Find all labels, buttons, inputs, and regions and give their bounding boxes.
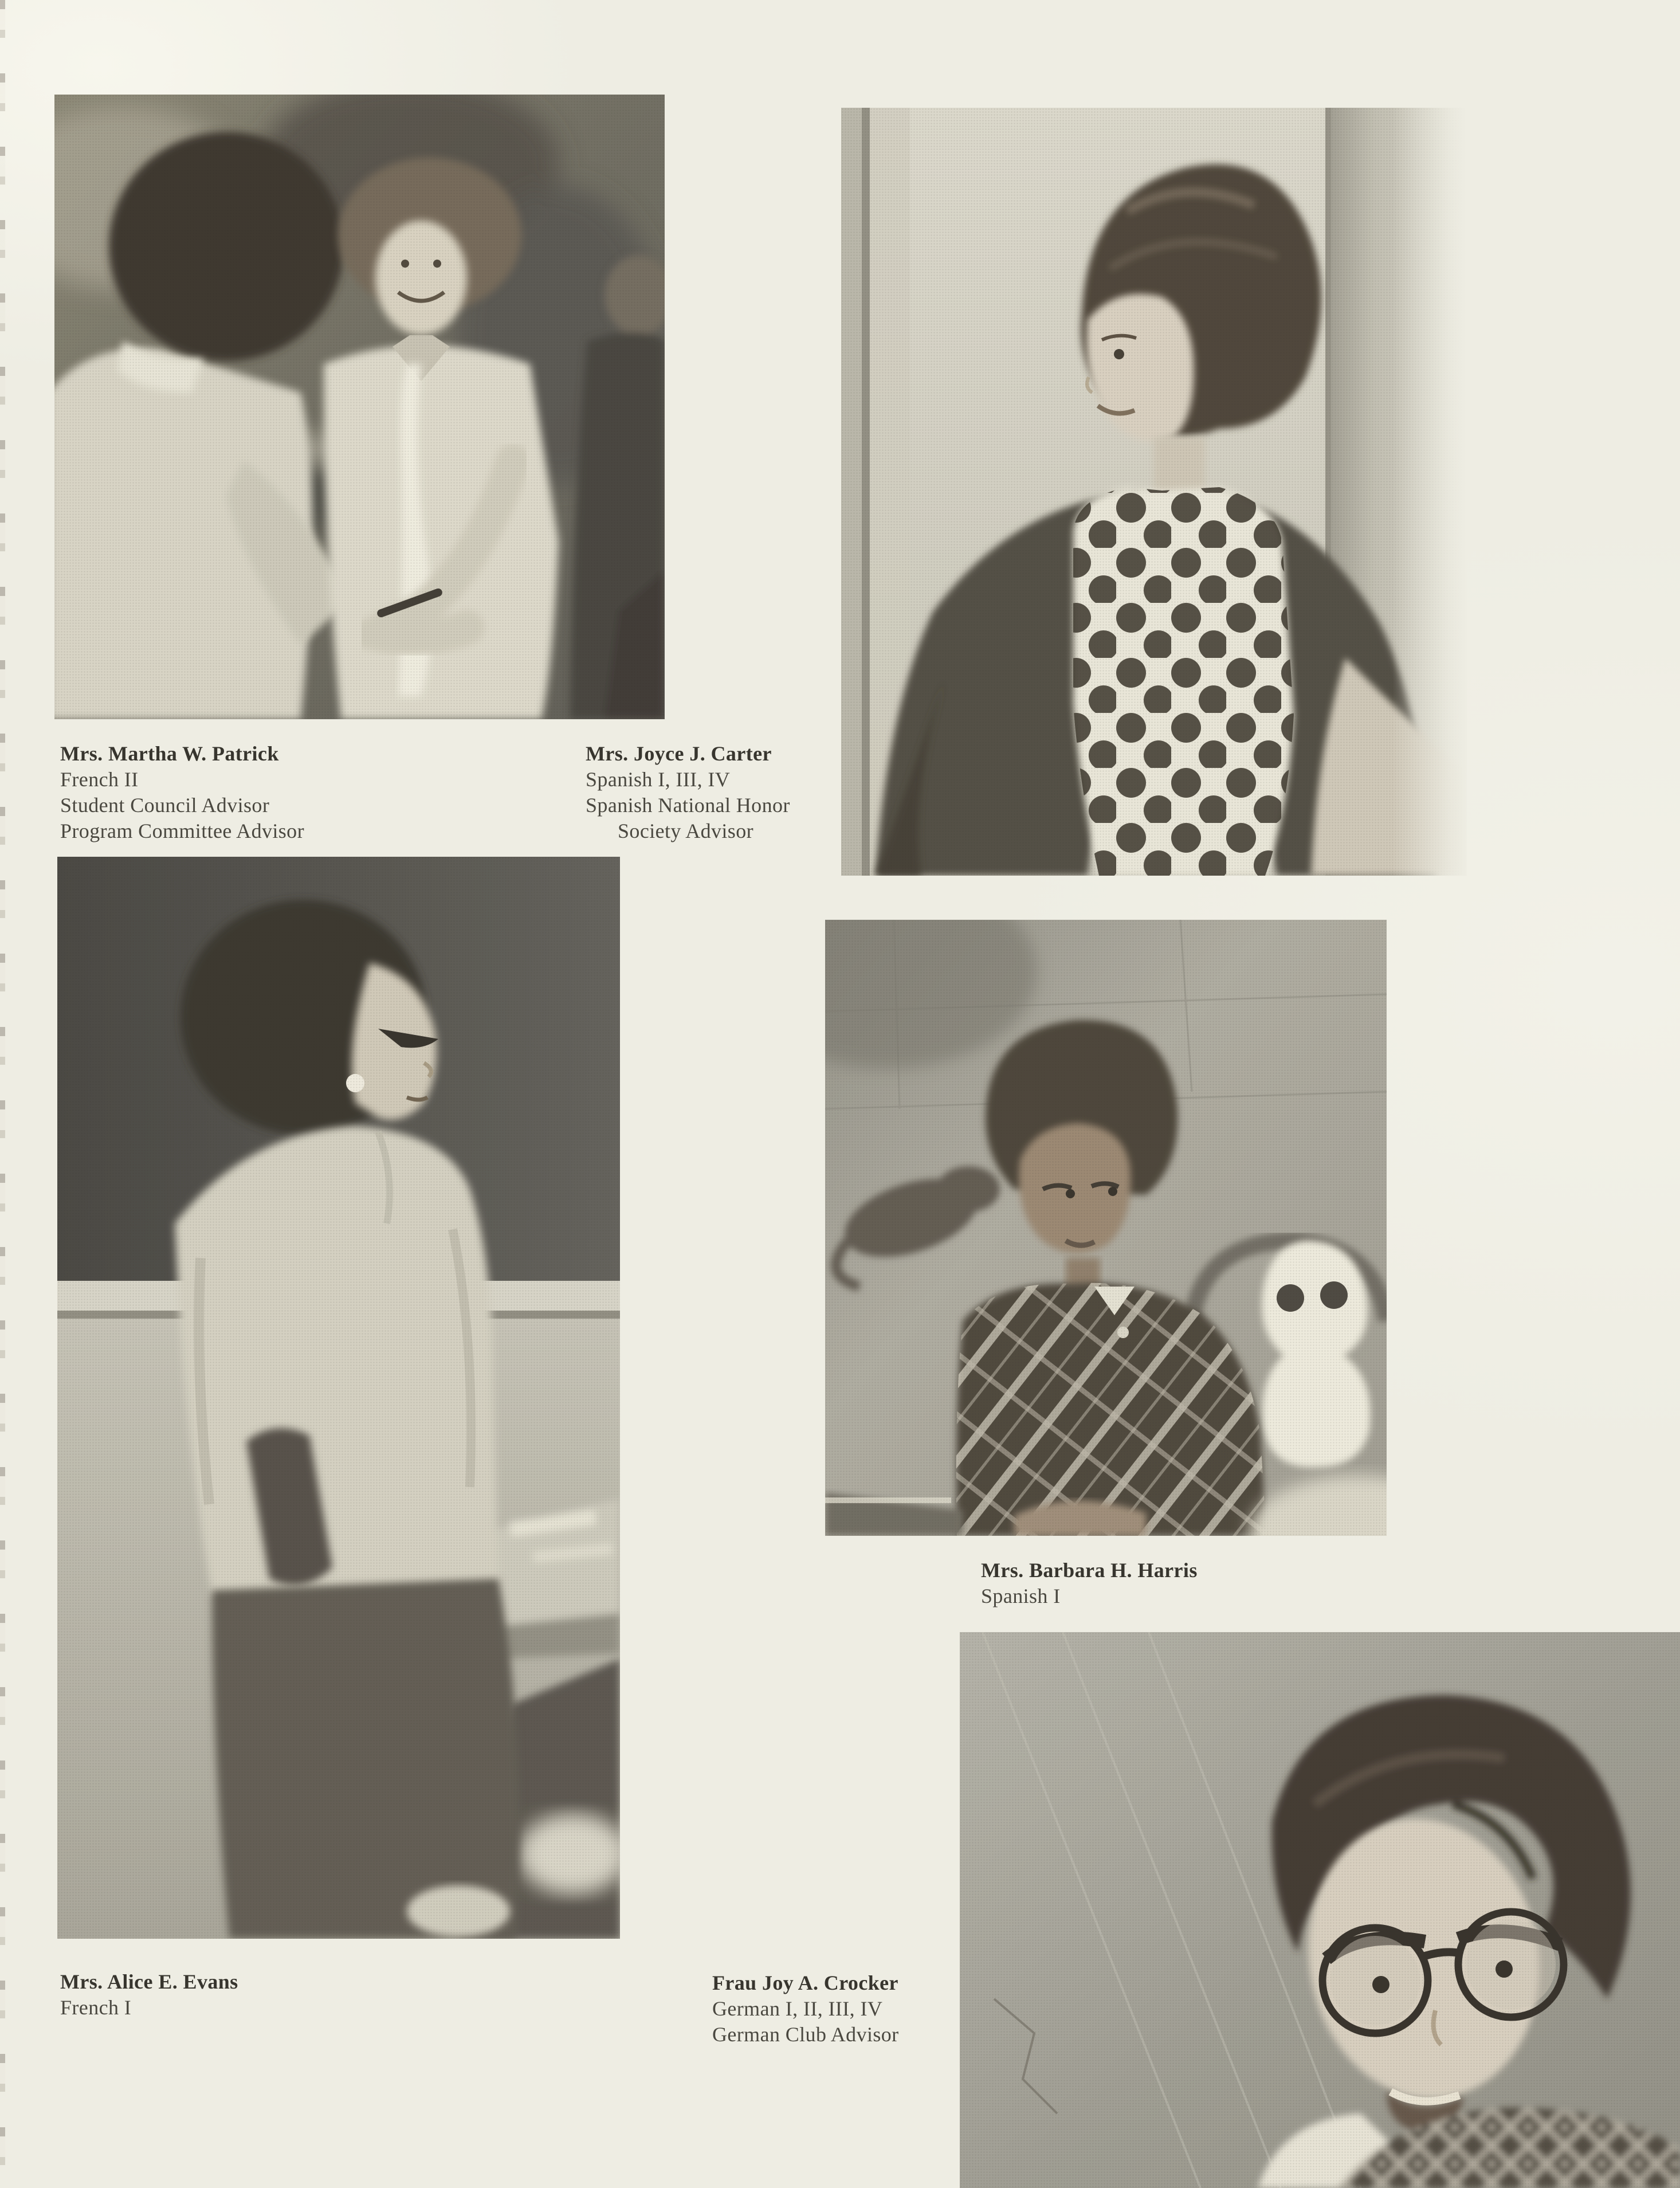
caption-evans xyxy=(60,1969,381,2021)
teacher-role: Spanish National Honor xyxy=(586,794,790,817)
caption-patrick xyxy=(60,741,427,844)
caption-harris xyxy=(981,1558,1302,1609)
teacher-name: Frau Joy A. Crocker xyxy=(712,1971,898,1994)
teacher-role: Program Committee Advisor xyxy=(60,819,304,842)
photo-crocker-art xyxy=(960,1632,1680,2188)
teacher-role: Society Advisor xyxy=(618,819,753,842)
teacher-name: Mrs. Barbara H. Harris xyxy=(981,1559,1198,1582)
caption-crocker xyxy=(712,1970,1033,2048)
teacher-role: Student Council Advisor xyxy=(60,794,270,817)
photo-harris xyxy=(825,920,1387,1536)
teacher-course: Spanish I xyxy=(981,1585,1061,1607)
photo-evans-art xyxy=(57,857,620,1939)
photo-patrick xyxy=(54,95,665,719)
photo-carter-art xyxy=(841,108,1467,876)
scan-edge-artifact xyxy=(0,0,5,2188)
caption-carter xyxy=(586,741,906,844)
photo-harris-art xyxy=(825,920,1387,1536)
teacher-course: German I, II, III, IV xyxy=(712,1997,883,2020)
teacher-role: German Club Advisor xyxy=(712,2023,899,2046)
photo-evans xyxy=(57,857,620,1939)
photo-carter xyxy=(841,108,1467,876)
teacher-name: Mrs. Alice E. Evans xyxy=(60,1970,238,1993)
teacher-name: Mrs. Martha W. Patrick xyxy=(60,742,279,765)
teacher-course: French I xyxy=(60,1996,132,2019)
teacher-name: Mrs. Joyce J. Carter xyxy=(586,742,772,765)
teacher-course: French II xyxy=(60,768,139,791)
teacher-course: Spanish I, III, IV xyxy=(586,768,731,791)
photo-patrick-art xyxy=(54,95,665,719)
photo-crocker xyxy=(960,1632,1680,2188)
